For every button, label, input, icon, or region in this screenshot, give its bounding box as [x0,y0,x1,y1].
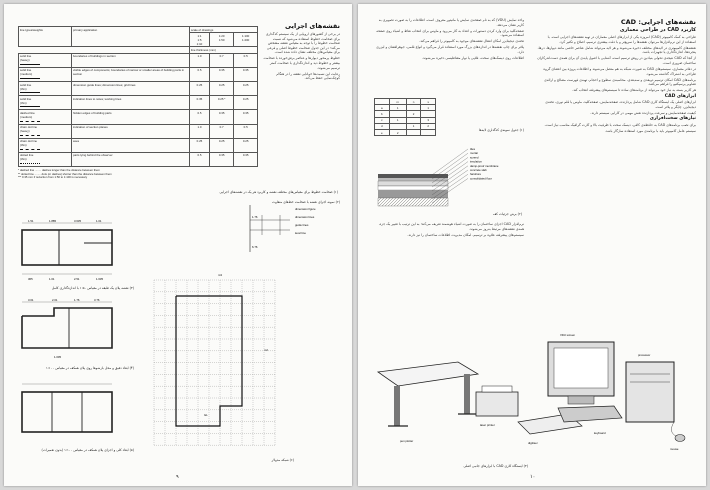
screed-layer [378,181,448,186]
line-type-cell [19,138,72,152]
paragraph: نرم‌افزار CAD اجزای ساختمان را به صورت اشیاء هوشمند تعریف می‌کند؛ به این ترتیب با تغییر یک جزء، همه‌ی نقشه‌های مرتبط به‌روز می‌شوند. [378,222,524,231]
paragraph: خطوط پرمحور دیوارها و عناصر برش‌خورده با ضخامت بیشتر و خطوط دید و اندازه‌گذاری با ضخامت کمتر ترسیم می‌شوند. [263,56,340,70]
section-layer-label: mortar [470,151,479,156]
paragraph: رعایت این نسبت‌ها خوانایی نقشه را در هنگام کوچک‌نمایی حفظ می‌کند. [276,71,340,81]
table-note: ** dotted line ........ dots (or dashes) shorter than the distance between them [18,171,112,176]
line-application: dimension guide lines; dimension lines; grid lines [72,81,190,95]
mouse [670,422,685,451]
line-type-cell [19,81,72,95]
dim-e: 365 [28,277,33,281]
keyboard-label: keyboard [594,431,606,435]
line-sample [20,163,40,164]
line-sample [20,78,40,79]
dim-h: 1.635 [96,277,103,281]
paragraph: در برخی از کشورهای اروپایی از یک سیستم کدگذاری برای ضخامت خطوط استفاده می‌شود که نسبت ضخامت خطوط را با توجه به مقیاس نقشه مشخص می‌کند؛ در این جدول ضخامت خطوط اصلی و فرعی برای مقیاس‌های مختلف نشان داده شده است. [265,32,340,55]
fig2-label-a: dimension figure [295,207,316,211]
line-sample [20,106,40,107]
scale-col-2: 1:100 1:200 [234,33,258,47]
col1-heading: ابزارهای CAD [664,93,696,99]
line-sample [20,64,40,65]
leader-line [432,149,468,175]
dim-g: 2.51 [74,277,80,281]
line-thickness-value: 0.35 [209,67,233,81]
section-layer-label: consolidated floor [470,176,492,181]
dim-a: 1.51 [28,219,34,223]
line-row [19,67,258,81]
paragraph: صفحه‌کلید برای وارد کردن دستورات و اعداد به کار می‌رود و ماوس برای انتخاب نقاط و اشیاء روی صفحه استفاده می‌شود. [376,28,524,38]
left-page [4,4,352,486]
paragraph: در دفاتر معماری، سیستم‌های CAD به صورت شبکه به هم متصل می‌شوند و اطلاعات پروژه بین اعضای گروه طراحی به اشتراک گذاشته می‌شود. [543,67,696,76]
paragraph: تخته‌ی دیجیتایزر امکان انتقال نقشه‌های موجود به کامپیوتر را فراهم می‌کند. [419,39,524,44]
line-thickness-value: 0.25 [190,81,210,95]
line-thickness-value: 0.25 [234,96,258,110]
line-sample [20,135,40,136]
line-thickness-value: 0.25 [209,81,233,95]
p2-dim-d: 3.76 [94,298,100,302]
line-row [19,138,258,152]
paragraph: ابزارهای اصلی یک ایستگاه کاری CAD شامل پردازنده، صفحه‌نمایش، صفحه‌کلید، ماوس یا قلم نوری، تخته‌ی دیجیتایزر، چاپگر و پلاتر است. [545,100,696,109]
line-thickness-value: 0.35 [209,110,233,124]
fig2-label-d: level line [295,231,306,235]
leader-line [432,153,468,179]
scale-col-1: 1:20 1:50 [209,33,233,47]
line-type-label: solid line (thin) [20,82,32,91]
middle-text-column [372,18,524,62]
table-cell: c [375,117,390,123]
col2-after-text [372,222,524,237]
plan-figure-2 [14,298,124,368]
grid-caption: (۶) شبکه مدولار [271,458,294,462]
p2-dim-c: 1.76 [74,298,80,302]
line-application: hidden edges of building parts [72,110,190,124]
line-sample [20,92,40,93]
section-caption: (۲) برش جزئیات کف [492,212,522,216]
dimension-sample-figure [240,200,340,260]
line-thickness-value: 0.25 [234,138,258,152]
digitiser-label: digitiser [528,441,538,445]
table-cell: 1 [406,123,421,129]
plan3-outline [22,392,112,432]
laser-printer [476,386,518,427]
paragraph: هر کاربر بسته به نیاز خود می‌تواند از برنامه‌های ساده تا سیستم‌های پیشرفته انتخاب کند. [572,88,696,93]
section-text [262,32,340,81]
line-row [19,110,258,124]
line-thickness-value: 0.25 [209,138,233,152]
line-type-cell [19,124,72,138]
page-title [536,18,696,26]
line-thickness-value: 0.35 [234,152,258,166]
fig2-label-c: guide lines [295,223,309,227]
table-cell: s [421,99,436,105]
line-row [19,81,258,95]
line-type-label: solid line (thin) [20,96,32,105]
line-thickness-value: 0.7 [209,124,233,138]
p2-dim-a: 3.01 [28,298,34,302]
right-text-column [536,18,696,135]
head-scale: scale of drawings [190,27,258,33]
dim-d: 1.01 [96,219,102,223]
line-thickness-value: 0.25 [190,138,210,152]
line-type-label: dotted line (thin) [20,153,34,162]
line-thickness-value: 0.35 [209,152,233,166]
line-thickness-value: 0.35 [234,67,258,81]
pen-plotter-label: pen plotter [400,439,414,443]
paragraph: برای نصب برنامه‌های CAD به حافظه‌ی کافی، دیسک سخت با ظرفیت بالا و کارت گرافیک مناسب نیاز است. [544,122,696,127]
line-application: parts lying behind the observer [72,152,190,166]
dim-b: 1.885 [49,219,56,223]
leader-line [432,157,468,183]
head-thickness: line thickness (mm) [190,47,258,53]
line-thickness-value: 0.5 [190,67,210,81]
paragraph: از آنجا که CAD نتیجه‌ی تحولی بنیادین در روش ترسیم است، آشنایی با اصول پایه‌ی آن برای همه‌ی دست‌اندرکاران ساختمان ضروری است. [537,56,696,65]
line-type-label: chain dot line (thin) [20,139,38,148]
processor [626,353,674,422]
laser-printer-label: laser printer [480,423,495,427]
line-application: axes [72,138,190,152]
line-type-cell [19,53,72,67]
paragraph: طراحی به کمک کامپیوتر (CAD) امروزه یکی از ابزارهای اصلی معماران در تهیه نقشه‌های اجرایی است. با استفاده از این نرم‌افزارها می‌توان نقشه‌ها را سریع‌تر و با دقت بیشتری ترسیم، اصلاح و تکثیر کرد. [547,35,696,44]
layer-table-caption: (۱) جدول نمونه‌ی کدگذاری لایه‌ها [478,128,524,132]
line-thickness-value: 0.5 [190,110,210,124]
middle-text-continued [372,222,524,239]
dim-c: 3.635 [74,219,81,223]
line-thickness-value: 0.25 [234,81,258,95]
line-thickness-value: 0.5 [234,53,258,67]
paragraph: اطلاعات روی دیسک‌های سخت، فلاپی یا نوار مغناطیسی ذخیره می‌شوند. [421,56,524,61]
paragraph: سیستم عامل کامپیوتر باید با برنامه‌ی مورد استفاده سازگار باشد. [604,128,696,133]
vdu-screen [548,333,614,404]
modular-grid-figure [144,266,294,456]
line-thickness-value: 0.35 [190,96,210,110]
mortar-layer [378,178,448,181]
page-subtitle: کاربرد CAD در طراحی معماری [619,27,696,33]
dim-f: 1.01 [49,277,55,281]
line-row [19,152,258,166]
section-layer-label: hardcore [470,172,482,177]
floor-section-figure [372,144,522,214]
line-thickness-value: 0.5 [234,124,258,138]
table-cell: 2 [406,111,421,117]
section-layer-label: insulation [470,159,482,164]
head-line-type: line types/weights [19,27,72,47]
table-cell: 2 [421,123,436,129]
fig5-caption: (۵) ابعاد کلی و اجزای پلان همکف در مقیاس ۱:۱۰۰ (بدون تعمیرات) [41,448,134,452]
line-row [19,53,258,67]
paragraph: سیستم‌های پیشرفته علاوه بر ترسیم، امکان مدیریت اطلاعات ساختمان را نیز دارند. [407,232,524,237]
vdu-label: VDU screen [560,333,576,337]
table-cell: 1 [389,105,406,111]
left-text-column [262,22,340,82]
table-cell: 3 [421,117,436,123]
keyboard [558,406,622,435]
table-cell: 2 [389,129,406,135]
scale-col-0: 1:1 1:5 1:10 [190,33,210,47]
tiles-layer [378,174,448,178]
col2-text [372,18,524,61]
section-layer-label: tiles [470,147,475,151]
fig2-label-b: dimension lines [295,215,315,219]
fig3-caption: (۳) نقشه پلان یک طبقه در مقیاس ۱:۵۰ با اندازه‌گذاری کامل [51,286,134,290]
table-cell: e [375,129,390,135]
line-application: indication of section planes [72,124,190,138]
grid-label-m2: m2 [264,348,268,352]
line-row [19,96,258,110]
fig2-value-a: 1.76 [252,215,258,219]
line-thickness-value: 1.0 [190,53,210,67]
line-type-label: chain dot line (heavy) [20,125,38,134]
table-cell: a [375,105,390,111]
line-thickness-value: 0.35 [234,110,258,124]
head-application: primary application [72,27,190,47]
fig4-caption: (۴) ابعاد دقیق و محل بازشوها روی پلان همکف در مقیاس ۱:۱۰۰ [46,366,134,370]
table-note: * dashed line ........ dashes longer than the distance between them [18,168,100,173]
p2-dim-b: 2.01 [52,298,58,302]
page-title-en: CAD [620,18,637,26]
paragraph: پلاتر برای چاپ نقشه‌ها در اندازه‌های بزرگ مورد استفاده قرار می‌گیرد و انواع قلمی، جوهرافشان و لیزری دارد. [376,45,524,55]
line-type-cell [19,67,72,81]
section-layer-label: concrete slab [470,168,487,172]
pen-plotter [378,362,478,443]
equipment-caption: (۳) ایستگاه کاری CAD با ابزارهای جانبی اصلی [463,464,528,468]
cad-workstation-illustration [368,322,698,462]
table-cell: d [375,123,390,129]
line-thickness-value: 0.5 [190,152,210,166]
plan2-outline [22,308,112,348]
line-sample [20,149,40,150]
table-note: *** 0.35 mm if reduction from 1:50 to 1:100 is necessary [18,175,88,180]
grid-label-m3: m3 [218,273,222,277]
table-cell: b [375,111,390,117]
table-caption: (۱) ضخامت خطوط برای مقیاس‌های مختلف نقشه و کاربرد هر یک در نقشه‌های اجرایی [219,190,338,194]
line-type-cell [19,96,72,110]
paragraph: کیفیت صفحه‌نمایش و سرعت پردازنده نقش مهمی در کارایی سیستم دارند. [590,110,696,115]
line-type-label: solid line (heavy) [20,54,32,63]
paragraph: واحد نمایش (VDU) که به نام صفحه‌ی نمایش یا مانیتور معروف است، اطلاعات را به صورت تصویری به کاربر نشان می‌دهد. [378,18,524,27]
page-title-rest: نقشه‌های اجرایی: [638,18,696,26]
plan-figure-1 [14,218,124,288]
section-layer-label: screed [470,155,479,160]
insulation-layer [378,186,448,190]
mouse-label: mouse [670,447,679,451]
right-page [358,4,706,486]
grid-label-gl: GL [204,413,208,417]
line-sample [20,121,40,122]
line-type-label: solid line (medium) [20,68,33,77]
line-thickness-value: 1.0 [190,124,210,138]
section-title: نقشه‌های اجرایی [284,22,340,30]
table-cell: 1 [421,105,436,111]
line-application: indication lines to notes; working lines [72,96,190,110]
fig2-value-b: 6.76 [252,245,258,249]
line-weight-table [18,26,258,167]
paragraph: نقشه‌های کامپیوتری در لایه‌های مختلف ذخیره می‌شوند و هر لایه می‌تواند شامل عناصر خاصی مانند دیوارها، درها، پنجره‌ها، اندازه‌گذاری یا تجهیزات باشد. [537,45,696,55]
plan-outer-wall [22,230,112,265]
fig2-caption: (۲) نمونه اجرای نقشه با ضخامت خط‌های متفاوت [272,200,340,204]
line-type-label: dashed line (medium) [20,110,35,119]
col1-heading-2: نیازهای سخت‌افزاری [649,115,696,121]
table-cell: 1 [389,117,406,123]
page-number-right: ۱۰ [530,474,536,480]
line-application: boundaries of buildings in section [72,53,190,67]
line-thickness-value: 0.25 * [209,96,233,110]
processor-label: processor [638,353,651,357]
page-number-left: ۹ [176,474,179,480]
line-type-cell [19,110,72,124]
section-layer-label: damp-proof membrane [470,163,499,168]
table-notes [18,169,258,180]
line-type-cell [19,152,72,166]
line-thickness-value: 0.7 [209,53,233,67]
p2-dim-e: 1.005 [54,355,61,359]
paragraph: برنامه‌های CAD امکان ترسیم دوبعدی و سه‌بعدی، محاسبه‌ی سطوح و احجام، تهیه‌ی فهرست مصالح و ارائه‌ی تصاویر پرسپکتیو را فراهم می‌کنند. [544,77,696,87]
line-row [19,124,258,138]
table-cell: n [406,99,421,105]
col1-text [536,35,696,133]
line-weight-table-wrap [18,26,258,180]
line-application: visible edges of components; boundaries of narrow or smaller areas of building parts in section [72,67,190,81]
table-cell: m [389,99,406,105]
plan-figure-3 [14,378,124,448]
